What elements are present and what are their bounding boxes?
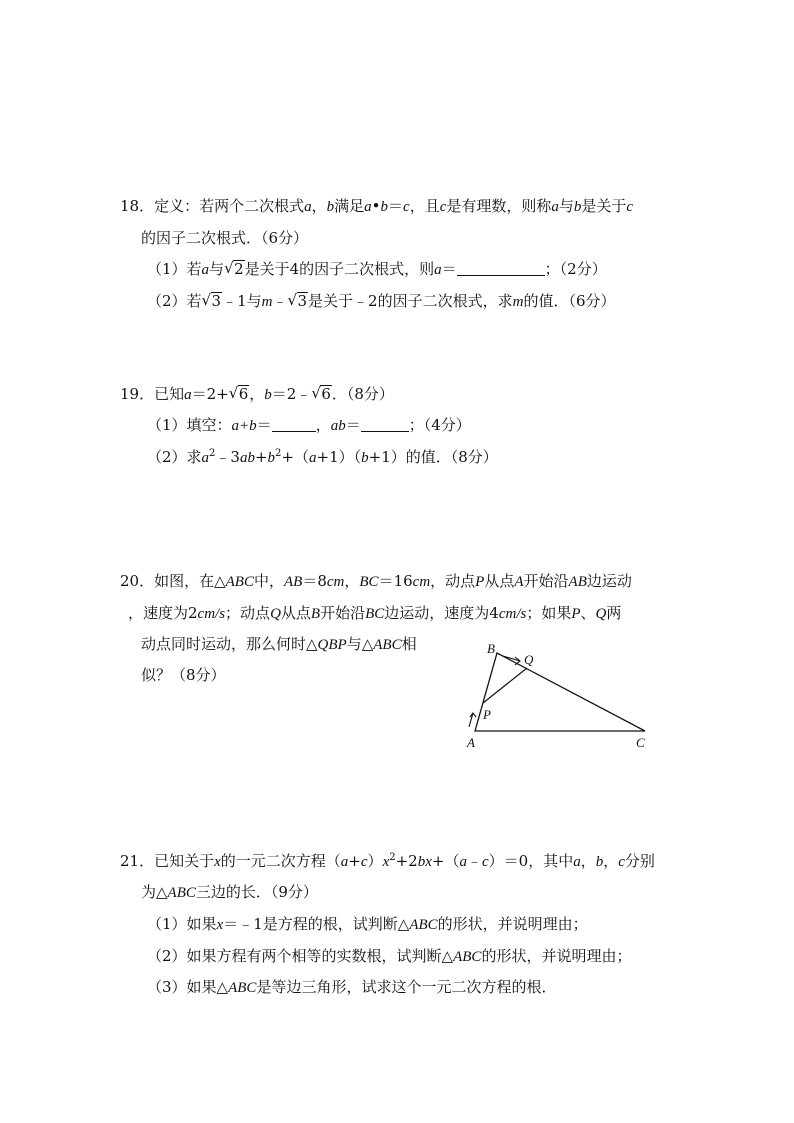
var: P [571,606,581,622]
var: c [482,854,489,870]
var: BC [359,574,379,590]
text: ） [367,852,383,870]
radical-sign: √ [311,384,321,402]
q18-number: 18． [120,197,155,215]
var: P [475,574,485,590]
text: （2）若 [147,292,202,310]
var: a [201,262,210,278]
text: 是关于﹣2的因子二次根式，求 [308,292,513,310]
text: 是关于4的因子二次根式，则 [244,260,435,278]
text: ﹣ [466,852,482,870]
text: ， [311,197,327,215]
text: 相 [401,635,417,653]
text: 是有理数，则称 [446,197,552,215]
text: ﹣3 [215,448,240,466]
text: 、 [580,604,596,622]
text: 的一元二次方程（ [220,852,341,870]
var: a [184,387,192,403]
text: +1）（ [316,448,362,466]
radical-sign: √ [224,259,234,277]
text: 的值．（6分） [523,292,616,310]
text: （1）填空： [147,416,232,434]
text: 从点 [280,604,311,622]
q19-part1 [147,415,471,436]
unit: cm/s [498,606,527,622]
q20-line3 [141,634,417,655]
radicand: 2 [234,260,244,278]
text: 从点 [484,572,515,590]
var: a [459,854,467,870]
var: ab [239,450,255,466]
var: ABC [228,980,257,996]
q19-number: 19． [120,385,155,403]
sqrt [229,384,250,404]
text: ， [603,852,619,870]
label-q: Q [524,652,534,667]
text: 定义：若两个二次根式 [154,197,305,215]
sqrt [288,291,309,311]
text: 边运动 [586,572,632,590]
segment-pq [483,668,527,703]
text: 的形状，并说明理由； [437,915,588,933]
var: a [434,262,442,278]
var: B [310,606,321,622]
var: BC [365,606,385,622]
text: 边运动，速度为4 [384,604,499,622]
text: 已知 [154,385,185,403]
text: ， [580,852,596,870]
q21-part3 [147,977,556,998]
exponent: 2 [209,448,216,459]
var: m [261,294,273,310]
var: ABC [453,949,482,965]
var: b [380,199,388,215]
text: + [348,852,361,870]
q18-line2: 的因子二次根式．（6分） [141,229,309,247]
radicand: 3 [211,292,222,310]
text: 如图，在△ [154,572,226,590]
var: a+b [231,418,257,434]
q21-line2 [141,882,318,903]
text: （1）如果 [147,915,217,933]
text: ，动点 [430,572,476,590]
var: ABC [225,574,254,590]
text: ，速度为2 [128,604,198,622]
label-a: A [467,735,475,750]
var: QBP [317,637,347,653]
text: +2 [395,852,418,870]
text: 三边的长．（9分） [195,883,318,901]
text: ＝﹣1是方程的根，试判断△ [223,915,410,933]
q20-line1 [120,571,632,592]
text: +（ [281,448,309,466]
text: ， [249,385,265,403]
radical-sign: √ [228,384,239,402]
text: 两 [606,604,622,622]
label-p: P [483,707,491,722]
var: c [618,854,625,870]
text: + [254,448,268,466]
text: ＝2﹣ [271,385,312,403]
var: c [360,854,368,870]
var: c [403,199,410,215]
text: ，且 [409,197,440,215]
text: 已知关于 [154,852,215,870]
text: 与△ [346,635,374,653]
q21-number: 21． [120,852,155,870]
text: 开始沿 [523,572,569,590]
var: ABC [373,637,402,653]
var: b [264,387,272,403]
sqrt [202,291,223,311]
text: 动点同时运动，那么何时△ [141,635,318,653]
q21-line1 [120,851,655,872]
text: ﹣1与 [222,292,262,310]
text: 与 [558,197,574,215]
text: （1）若 [147,260,202,278]
text: ， [344,572,360,590]
var: Q [595,606,607,622]
answer-blank[interactable] [361,417,409,432]
unit: cm [326,574,345,590]
text: ＝ [441,260,457,278]
var: AB [568,574,587,590]
text: ；（4分） [408,416,471,434]
var: ABC [409,917,438,933]
triangle-abc [475,653,645,731]
q18-part2 [147,291,615,312]
text: ；（2分） [544,260,607,278]
q18-part1 [147,259,607,280]
text: （2）如果方程有两个相等的实数根，试判断△ [147,947,454,965]
var: ab [330,418,346,434]
var: b [326,199,335,215]
text: 是关于 [581,197,627,215]
text: 的形状，并说明理由； [481,947,632,965]
sqrt [311,384,332,404]
radicand: 6 [238,385,249,403]
var: x [216,917,224,933]
var: a [340,854,349,870]
text: +（ [431,852,460,870]
q19-line1 [120,384,394,405]
var: ABC [167,885,196,901]
q20-line2 [128,603,621,624]
text: 是等边三角形，试求这个一元二次方程的根． [256,978,557,996]
text: • [371,197,381,215]
var: a [573,854,581,870]
text: ＝ [256,416,272,434]
var: x [382,854,390,870]
text: ， [315,416,331,434]
radicand: 6 [321,385,331,403]
radical-sign: √ [201,291,212,309]
text: ；如果 [526,604,572,622]
text: ＝16 [378,572,413,590]
text: ＝ [388,197,404,215]
answer-blank[interactable] [272,417,316,432]
radicand: 3 [297,292,308,310]
answer-blank[interactable] [457,261,545,276]
var: a [364,199,372,215]
text: 为△ [141,883,168,901]
var: b [595,854,604,870]
exponent: 2 [389,852,396,863]
label-c: C [636,735,645,750]
var: m [512,294,524,310]
q21-part2 [147,946,631,967]
var: b [267,450,276,466]
var: c [439,199,447,215]
sqrt [224,259,245,279]
text: ＝ [345,416,361,434]
var: Q [270,606,281,622]
text: 满足 [334,197,365,215]
var: a [551,199,559,215]
var: AB [284,574,303,590]
text: 开始沿 [320,604,366,622]
text: ；动点 [225,604,271,622]
text: （3）如果△ [147,978,229,996]
unit: cm/s [197,606,226,622]
text: 分别 [624,852,655,870]
var: a [309,450,317,466]
var: a [201,450,210,466]
q20-number: 20． [120,572,155,590]
q21-part1 [147,914,588,935]
label-b: B [487,641,495,656]
text: （2）求 [147,448,202,466]
var: b [361,450,369,466]
text: +1）的值．（8分） [368,448,498,466]
exponent: 2 [275,448,282,459]
text: ）＝0，其中 [488,852,574,870]
var: bx [417,854,432,870]
var: a [304,199,312,215]
arrow-icon [469,713,476,727]
text: 中， [253,572,284,590]
text: ﹣ [272,292,288,310]
var: b [573,199,582,215]
text: ＝8 [302,572,327,590]
triangle-figure [455,635,665,760]
var: x [214,854,221,870]
text: 与 [209,260,225,278]
q20-line4: 似？（8分） [141,666,226,684]
q19-part2 [147,447,498,468]
q18-line1 [120,196,633,217]
var: A [514,574,524,590]
unit: cm [412,574,431,590]
text: ．（8分） [331,385,394,403]
var: c [626,199,634,215]
radical-sign: √ [287,291,298,309]
text: ＝2+ [191,385,229,403]
